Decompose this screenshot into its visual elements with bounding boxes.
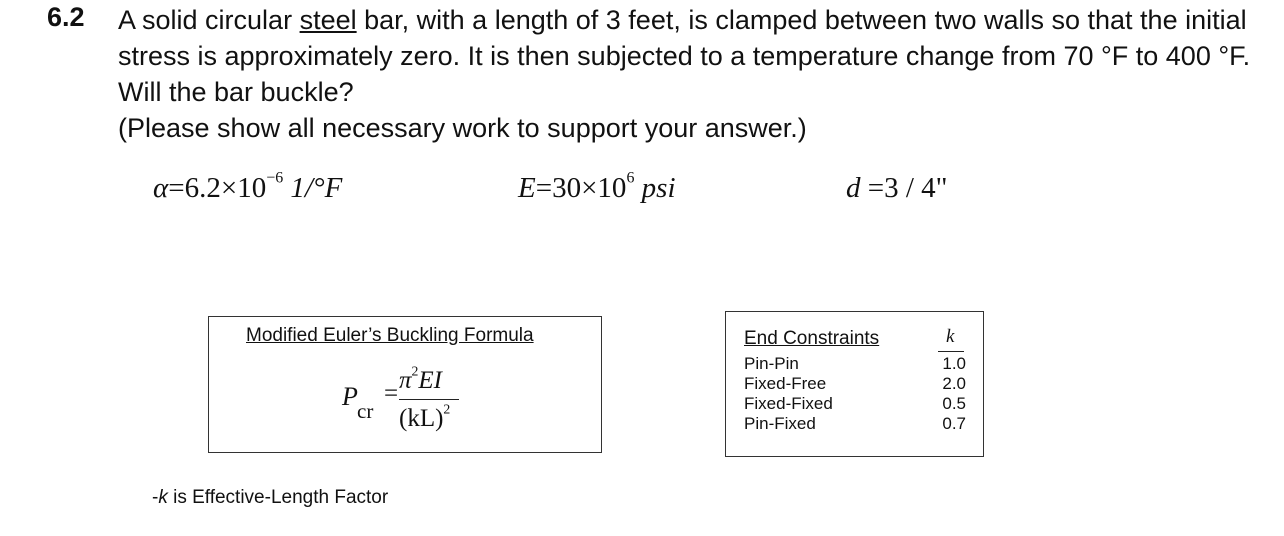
footnote-text: is Effective-Length Factor xyxy=(167,487,389,508)
given-alpha xyxy=(153,169,343,205)
numerator-exponent: 2 xyxy=(411,363,419,379)
k-header: k xyxy=(946,326,955,347)
end-constraints-box xyxy=(725,311,984,457)
constraint-k-value: 1.0 xyxy=(942,354,966,373)
footnote-prefix: - xyxy=(152,487,159,508)
modulus-mantissa: 30×10 xyxy=(552,172,627,204)
k-header-bar xyxy=(938,351,964,352)
problem-text-before: A solid circular xyxy=(118,5,300,35)
formula-equals: = xyxy=(384,380,399,407)
numerator-pi: π xyxy=(399,367,412,394)
alpha-equals: = xyxy=(168,172,185,204)
problem-text-after: bar, with a length of 3 feet, is clamped between two walls so that the initial stress is approximately zero. It is then subjected to a temperature change from 70 °F to 400 °F. Will the bar buckle? xyxy=(118,5,1251,107)
constraint-name: Fixed-Free xyxy=(744,374,827,393)
constraints-names xyxy=(744,354,833,434)
given-modulus xyxy=(518,169,676,205)
footnote xyxy=(152,487,388,509)
given-diameter xyxy=(846,172,948,205)
constraint-name: Pin-Fixed xyxy=(744,414,816,433)
constraint-name: Fixed-Fixed xyxy=(744,394,833,413)
diameter-value: 3 / 4" xyxy=(884,172,948,204)
euler-formula-box xyxy=(208,316,602,453)
modulus-exponent: 6 xyxy=(626,169,635,187)
alpha-unit: 1/°F xyxy=(290,172,343,204)
denominator-exponent: 2 xyxy=(443,401,451,417)
constraint-name: Pin-Pin xyxy=(744,354,799,373)
diameter-equals: = xyxy=(867,172,885,204)
constraint-k-value: 0.7 xyxy=(942,414,966,433)
constraints-k-values xyxy=(922,354,966,434)
problem-statement xyxy=(118,2,1268,146)
diameter-symbol: d xyxy=(846,172,861,204)
denominator-base: (kL) xyxy=(399,405,444,432)
constraint-k-value: 0.5 xyxy=(942,394,966,413)
formula-lhs-subscript: cr xyxy=(357,399,374,423)
euler-formula-title: Modified Euler’s Buckling Formula xyxy=(246,325,534,346)
modulus-symbol: E xyxy=(518,172,536,204)
formula-lhs: P xyxy=(342,382,358,411)
modulus-unit: psi xyxy=(641,172,676,204)
problem-instruction: (Please show all necessary work to support your answer.) xyxy=(118,113,807,143)
formula-denominator xyxy=(399,401,451,433)
formula-fraction-bar xyxy=(399,399,459,400)
modulus-equals: = xyxy=(535,172,553,204)
constraint-k-value: 2.0 xyxy=(942,374,966,393)
footnote-k: k xyxy=(158,487,168,508)
formula-numerator xyxy=(399,363,443,395)
alpha-exponent: −6 xyxy=(266,169,284,187)
alpha-mantissa: 6.2×10 xyxy=(184,172,267,204)
numerator-rest: EI xyxy=(418,367,443,394)
problem-number: 6.2 xyxy=(47,2,85,32)
alpha-symbol: α xyxy=(153,172,169,204)
problem-text-underlined: steel xyxy=(299,5,357,35)
end-constraints-title: End Constraints xyxy=(744,328,880,349)
